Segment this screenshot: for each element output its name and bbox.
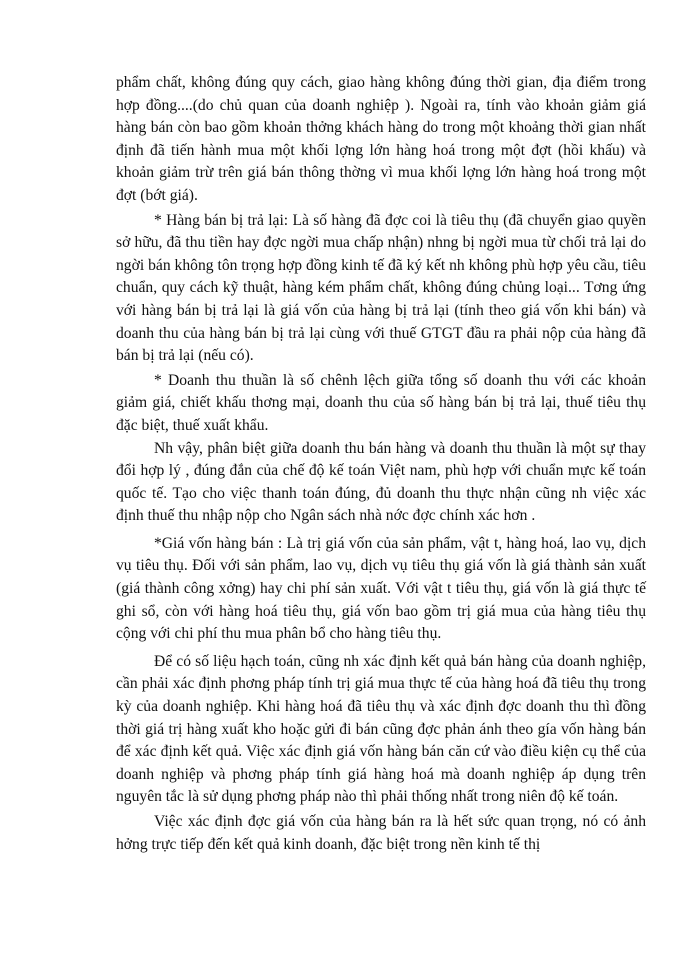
paragraph-cost-of-goods-sold: *Giá vốn hàng bán : Là trị giá vốn của sản phẩm, vật t, hàng hoá, lao vụ, dịch vụ tiêu thụ. Đối với sản phẩm, lao vụ, dịch vụ tiêu thụ giá vốn là giá thành sản xuất (giá thành công xởng) hay chi phí sản xuất. Với vật t tiêu thụ, giá vốn là giá thực tế ghi sổ, còn với hàng hoá tiêu thụ, giá vốn bao gồm trị giá mua của hàng tiêu thụ cộng với chi phí thu mua phân bổ cho hàng tiêu thụ. <box>116 534 646 643</box>
paragraph-revenue-distinction: Nh vậy, phân biệt giữa doanh thu bán hàng và doanh thu thuần là một sự thay đổi hợp lý , đúng đắn của chế độ kế toán Việt nam, phù hợp với chuẩn mực kế toán quốc tế. Tạo cho việc thanh toán đúng, đủ doanh thu thực nhận cũng nh việc xác định thuế thu nhập nộp cho Ngân sách nhà nớc đợc chính xác hơn . <box>116 439 646 525</box>
paragraph-discount-continuation: phẩm chất, không đúng quy cách, giao hàng không đúng thời gian, địa điểm trong hợp đồng....(do chủ quan của doanh nghiệp ). Ngoài ra, tính vào khoản giảm giá hàng bán còn bao gồm khoản thởng khách hàng do trong một khoảng thời gian nhất định đã tiến hành mua một khối lợng lớn hàng hoá trong một đợt (hồi khấu) và khoản giảm trừ trên giá bán thông thờng vì mua khối lợng lớn hàng hoá trong một đợt (bớt giá). <box>116 74 646 204</box>
document-page <box>116 72 646 856</box>
paragraph-accounting-method: Để có số liệu hạch toán, cũng nh xác định kết quả bán hàng của doanh nghiệp, cần phải xác định phơng pháp tính trị giá mua thực tế của hàng hoá đã tiêu thụ trong kỳ của doanh nghiệp. Khi hàng hoá đã tiêu thụ và xác định đợc doanh thu thì đồng thời giá trị hàng xuất kho hoặc gửi đi bán cũng đợc phản ánh theo gía vốn hàng bán để xác định kết quả. Việc xác định giá vốn hàng bán căn cứ vào điều kiện cụ thể của doanh nghiệp và phơng pháp tính giá hàng hoá mà doanh nghiệp áp dụng trên nguyên tắc là sử dụng phơng pháp nào thì phải thống nhất trong niên độ kế toán. <box>116 652 646 806</box>
paragraph-returned-goods: * Hàng bán bị trả lại: Là số hàng đã đợc coi là tiêu thụ (đã chuyển giao quyền sở hữu, đã thu tiền hay đợc ngời mua chấp nhận) nhng bị ngời mua từ chối trả lại do ngời bán không tôn trọng hợp đồng kinh tế đã ký kết nh không phù hợp yêu cầu, tiêu chuẩn, quy cách kỹ thuật, hàng kém phẩm chất, không đúng chủng loại... Tơng ứng với hàng bán bị trả lại là giá vốn của hàng bị trả lại (tính theo giá vốn khi bán) và doanh thu của hàng bán bị trả lại cùng với thuế GTGT đầu ra phải nộp của hàng đã bán bị trả lại (nếu có). <box>116 211 646 365</box>
paragraph-cost-importance: Việc xác định đợc giá vốn của hàng bán ra là hết sức quan trọng, nó có ảnh hởng trực tiếp đến kết quả kinh doanh, đặc biệt trong nền kinh tế thị <box>116 813 646 853</box>
paragraph-net-revenue: * Doanh thu thuần là số chênh lệch giữa tổng số doanh thu với các khoản giảm giá, chiết khấu thơng mại, doanh thu của số hàng bán bị trả lại, thuế tiêu thụ đặc biệt, thuế xuất khẩu. <box>116 371 646 434</box>
